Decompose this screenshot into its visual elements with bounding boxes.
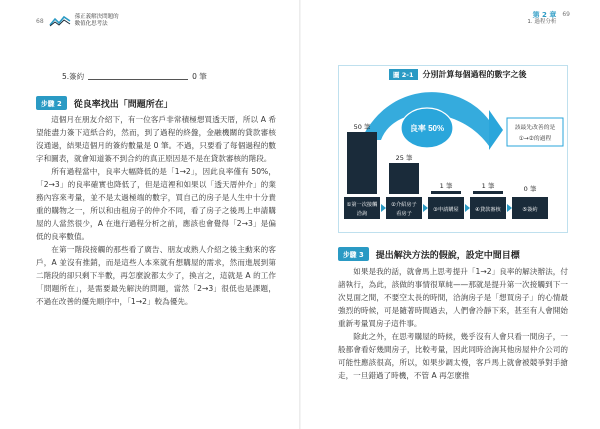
formula-line	[62, 71, 207, 82]
book-title-line1: 孫正義解決問題的	[74, 14, 119, 20]
category-label: ③申請購屋	[433, 207, 459, 213]
category-label: ②介紹房子	[391, 202, 417, 208]
left-body-text	[36, 113, 276, 308]
right-paragraph: 如果是我的話，就會馬上思考提升「1→2」良率的解決辦法，付諸執行，為此，該做的事情很單純——那就是提升第一次接觸到下一次見面之間，不要空太長的時間，洽詢房子是「想買房子」的心情最強烈的時候，可是隨著時間過去，人們會冷靜下來，甚至有人會開始重新考量買房子這件事。	[338, 267, 568, 328]
figure-2-1	[338, 65, 568, 233]
category-label: ④貸款審核	[475, 207, 501, 213]
book-title-line2: 數值化思考法	[74, 21, 108, 27]
category-label: ①第一次接觸	[346, 202, 378, 208]
left-page-number: 68	[36, 17, 44, 25]
bar-value-label: 1 筆	[439, 182, 453, 190]
process-arrow-icon	[507, 204, 512, 212]
left-running-header	[36, 11, 119, 31]
bar-value-label: 50 筆	[353, 123, 371, 131]
step2-heading	[36, 96, 173, 110]
left-paragraph: 所有過程當中，良率大幅降低的是「1→2」，因此良率僅有 50%，「2→3」的良率確實也降低了，但是這裡和如果以「透天厝仲介」的業務內容來考量，並不是太過極端的數字，買自己的房子是人生中十分貴重的購物之一，所以和由租房子的仲介不同，看了房子之後馬上申請購屋的人當然很少，A 在進行過程分析之前，應該也會覺得「2→3」是偏低的良率數值。	[36, 167, 276, 241]
process-bar-chart	[339, 82, 569, 234]
callout-line2: ①→②的過程	[518, 136, 552, 142]
formula-underline	[88, 79, 188, 80]
bar-value-label: 1 筆	[481, 182, 495, 190]
step3-badge: 步驟 3	[338, 247, 369, 261]
section-label: 1. 過程分析	[527, 19, 557, 25]
chart-bar	[389, 163, 419, 194]
right-paragraph: 除此之外，在思考購屋的時候，幾乎沒有人會只看一間房子，一般都會看好幾間房子，比較考量，因此同時洽詢其他房屋仲介公司的可能性應該很高，所以，如果步調太慢，客戶馬上就會被競爭對手搶走，一旦錯過了時機，不管 A 再怎麼推	[338, 332, 568, 380]
category-label: 看房子	[396, 211, 412, 217]
formula-value: 0 筆	[192, 72, 207, 81]
figure-label: 圖 2-1	[389, 69, 418, 80]
left-paragraph: 在第一階段接觸的那些看了廣告、朋友或熟人介紹之後主動來的客戶，A 並沒有推銷，而是這些人本來就有想購屋的需求，然而進展到第二階段的卻只剩下半數，再怎麼說都太少了，換言之，這就是 A 的工作「問題所在」，是需要最先解決的問題，當然「2→3」很低也是課題，不過在改善的優先順序中，「1→2」較為優先。	[36, 245, 276, 306]
step3-heading	[338, 247, 520, 261]
right-page-number: 69	[562, 11, 570, 18]
process-arrow-icon	[423, 204, 428, 212]
right-body-text	[338, 265, 568, 382]
step3-title: 提出解決方法的假說，設定中間目標	[375, 250, 520, 261]
bar-value-label: 0 筆	[523, 185, 537, 193]
page-gutter	[299, 0, 301, 429]
right-running-header	[527, 11, 570, 26]
process-arrow-icon	[381, 204, 386, 212]
step2-badge: 步驟 2	[36, 96, 67, 110]
callout-line1: 該最先改善的是	[514, 125, 556, 131]
chart-bar	[431, 191, 461, 194]
chart-bar	[347, 132, 377, 194]
formula-label: 5.簽約	[62, 72, 85, 81]
category-label: 洽詢	[356, 211, 368, 217]
figure-title-bar	[339, 66, 567, 82]
step2-title: 從良率找出「問題所在」	[73, 99, 173, 110]
chart-bar	[473, 191, 503, 194]
category-label: ⑤簽約	[522, 207, 538, 213]
book-logo-icon	[49, 15, 71, 27]
figure-caption: 分別計算每個過程的數字之後	[422, 69, 527, 79]
process-arrow-icon	[465, 204, 470, 212]
yield-arrow-head	[489, 110, 503, 150]
bar-value-label: 25 筆	[395, 154, 413, 162]
chapter-label: 第 2 章	[532, 11, 557, 19]
left-paragraph: 這個月在朋友介紹下，有一位客戶非常積極想買透天厝，所以 A 希望能盡力簽下這紙合約，然而，到了過程的終盤，金融機關的貸款審核沒通過，結果這個月的簽約數量是 0 筆。不過，只要看了每個過程的數字和圖表，就會知道簽不到合約的真正原因是不是在貸款審核的階段。	[36, 115, 276, 163]
yield-rate-label: 良率 50%	[409, 124, 445, 133]
